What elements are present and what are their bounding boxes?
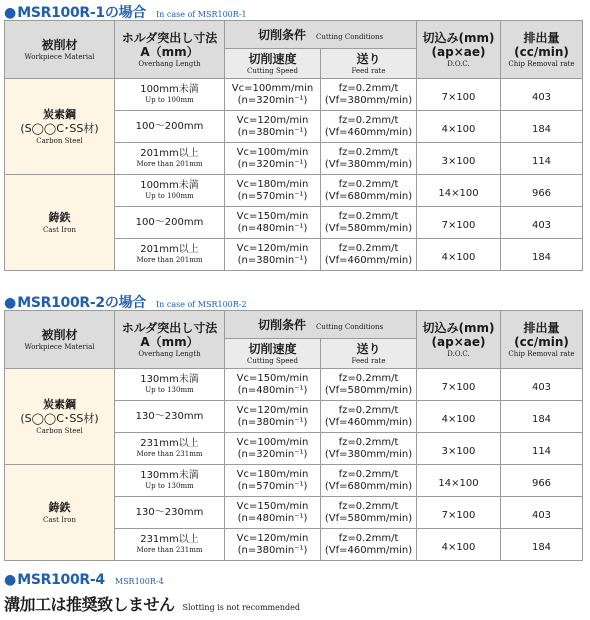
- slotting-note: [4, 592, 300, 615]
- doc-cell: 4×100: [417, 529, 501, 561]
- feed-cell: fz=0.2mm/t (Vf=580mm/min): [321, 369, 417, 401]
- overhang-cell: 201mm以上 More than 201mm: [115, 239, 225, 271]
- bullet-icon: ●: [4, 295, 17, 311]
- header-chip-removal: 排出量 (cc/min) Chip Removal rate: [501, 311, 583, 369]
- overhang-cell: 231mm以上 More than 231mm: [115, 433, 225, 465]
- chip-cell: 114: [501, 143, 583, 175]
- header-feed-rate: 送り Feed rate: [321, 339, 417, 369]
- cutting-conditions-table-2: [4, 310, 583, 561]
- header-material: 被削材 Workpiece Material: [5, 21, 115, 79]
- overhang-cell: 231mm以上 More than 231mm: [115, 529, 225, 561]
- section-title-text: MSR100R-2の場合: [17, 295, 146, 311]
- overhang-cell: 130～230mm: [115, 401, 225, 433]
- feed-cell: fz=0.2mm/t (Vf=380mm/min): [321, 79, 417, 111]
- header-doc: 切込み(mm) (ap×ae) D.O.C.: [417, 311, 501, 369]
- speed-cell: Vc=150m/min (n=480min⁻¹): [225, 207, 321, 239]
- feed-cell: fz=0.2mm/t (Vf=460mm/min): [321, 529, 417, 561]
- cutting-conditions-table-1: [4, 20, 583, 271]
- doc-cell: 14×100: [417, 175, 501, 207]
- speed-cell: Vc=100m/min (n=320min⁻¹): [225, 143, 321, 175]
- header-overhang: ホルダ突出し寸法 A（mm） Overhang Length: [115, 21, 225, 79]
- material-cast-iron: 鋳鉄 Cast Iron: [5, 175, 115, 271]
- header-material: 被削材 Workpiece Material: [5, 311, 115, 369]
- header-cutting-speed: 切削速度 Cutting Speed: [225, 49, 321, 79]
- chip-cell: 403: [501, 207, 583, 239]
- chip-cell: 184: [501, 401, 583, 433]
- chip-cell: 966: [501, 465, 583, 497]
- header-doc: 切込み(mm) (ap×ae) D.O.C.: [417, 21, 501, 79]
- speed-cell: Vc=120m/min (n=380min⁻¹): [225, 529, 321, 561]
- section-subtitle: MSR100R-4: [114, 577, 164, 586]
- header-cutting-conditions: 切削条件 Cutting Conditions: [225, 311, 417, 339]
- speed-cell: Vc=100m/min (n=320min⁻¹): [225, 433, 321, 465]
- header-feed-rate: 送り Feed rate: [321, 49, 417, 79]
- doc-cell: 3×100: [417, 143, 501, 175]
- section-title-msr100r-4: [4, 572, 164, 588]
- table-row: [5, 369, 583, 401]
- chip-cell: 184: [501, 111, 583, 143]
- header-overhang: ホルダ突出し寸法 A（mm） Overhang Length: [115, 311, 225, 369]
- doc-cell: 14×100: [417, 465, 501, 497]
- material-cast-iron: 鋳鉄 Cast Iron: [5, 465, 115, 561]
- overhang-cell: 100mm未満 Up to 100mm: [115, 79, 225, 111]
- speed-cell: Vc=120m/min (n=380min⁻¹): [225, 111, 321, 143]
- speed-cell: Vc=120m/min (n=380min⁻¹): [225, 401, 321, 433]
- material-carbon-steel: 炭素鋼 (S◯◯C･SS材) Carbon Steel: [5, 79, 115, 175]
- doc-cell: 4×100: [417, 239, 501, 271]
- doc-cell: 3×100: [417, 433, 501, 465]
- doc-cell: 7×100: [417, 207, 501, 239]
- feed-cell: fz=0.2mm/t (Vf=680mm/min): [321, 465, 417, 497]
- speed-cell: Vc=100mm/min (n=320min⁻¹): [225, 79, 321, 111]
- section-title-msr100r-2: [4, 292, 247, 312]
- chip-cell: 403: [501, 497, 583, 529]
- note-en: Slotting is not recommended: [182, 603, 300, 612]
- chip-cell: 966: [501, 175, 583, 207]
- doc-cell: 7×100: [417, 497, 501, 529]
- section-title-msr100r-1: [4, 2, 247, 22]
- overhang-cell: 130mm未満 Up to 130mm: [115, 465, 225, 497]
- header-cutting-speed: 切削速度 Cutting Speed: [225, 339, 321, 369]
- header-chip-removal: 排出量 (cc/min) Chip Removal rate: [501, 21, 583, 79]
- section-title-text: MSR100R-4: [17, 572, 105, 588]
- chip-cell: 114: [501, 433, 583, 465]
- table-row: [5, 465, 583, 497]
- header-cutting-conditions: 切削条件 Cutting Conditions: [225, 21, 417, 49]
- feed-cell: fz=0.2mm/t (Vf=580mm/min): [321, 207, 417, 239]
- chip-cell: 403: [501, 79, 583, 111]
- section-subtitle: In case of MSR100R-1: [155, 10, 247, 19]
- speed-cell: Vc=120m/min (n=380min⁻¹): [225, 239, 321, 271]
- overhang-cell: 130～230mm: [115, 497, 225, 529]
- chip-cell: 403: [501, 369, 583, 401]
- section-title-text: MSR100R-1の場合: [17, 5, 146, 21]
- feed-cell: fz=0.2mm/t (Vf=380mm/min): [321, 433, 417, 465]
- material-carbon-steel: 炭素鋼 (S◯◯C･SS材) Carbon Steel: [5, 369, 115, 465]
- feed-cell: fz=0.2mm/t (Vf=380mm/min): [321, 143, 417, 175]
- feed-cell: fz=0.2mm/t (Vf=460mm/min): [321, 239, 417, 271]
- overhang-cell: 100～200mm: [115, 111, 225, 143]
- speed-cell: Vc=180m/min (n=570min⁻¹): [225, 465, 321, 497]
- section-subtitle: In case of MSR100R-2: [155, 300, 247, 309]
- chip-cell: 184: [501, 529, 583, 561]
- feed-cell: fz=0.2mm/t (Vf=460mm/min): [321, 401, 417, 433]
- table-row: [5, 79, 583, 111]
- overhang-cell: 100mm未満 Up to 100mm: [115, 175, 225, 207]
- overhang-cell: 130mm未満 Up to 130mm: [115, 369, 225, 401]
- doc-cell: 4×100: [417, 401, 501, 433]
- doc-cell: 4×100: [417, 111, 501, 143]
- overhang-cell: 100～200mm: [115, 207, 225, 239]
- doc-cell: 7×100: [417, 79, 501, 111]
- feed-cell: fz=0.2mm/t (Vf=460mm/min): [321, 111, 417, 143]
- speed-cell: Vc=150m/min (n=480min⁻¹): [225, 497, 321, 529]
- speed-cell: Vc=150m/min (n=480min⁻¹): [225, 369, 321, 401]
- table-row: [5, 175, 583, 207]
- speed-cell: Vc=180m/min (n=570min⁻¹): [225, 175, 321, 207]
- feed-cell: fz=0.2mm/t (Vf=680mm/min): [321, 175, 417, 207]
- bullet-icon: ●: [4, 572, 17, 588]
- note-ja: 溝加工は推奨致しません: [4, 595, 175, 614]
- bullet-icon: ●: [4, 5, 17, 21]
- chip-cell: 184: [501, 239, 583, 271]
- doc-cell: 7×100: [417, 369, 501, 401]
- feed-cell: fz=0.2mm/t (Vf=580mm/min): [321, 497, 417, 529]
- overhang-cell: 201mm以上 More than 201mm: [115, 143, 225, 175]
